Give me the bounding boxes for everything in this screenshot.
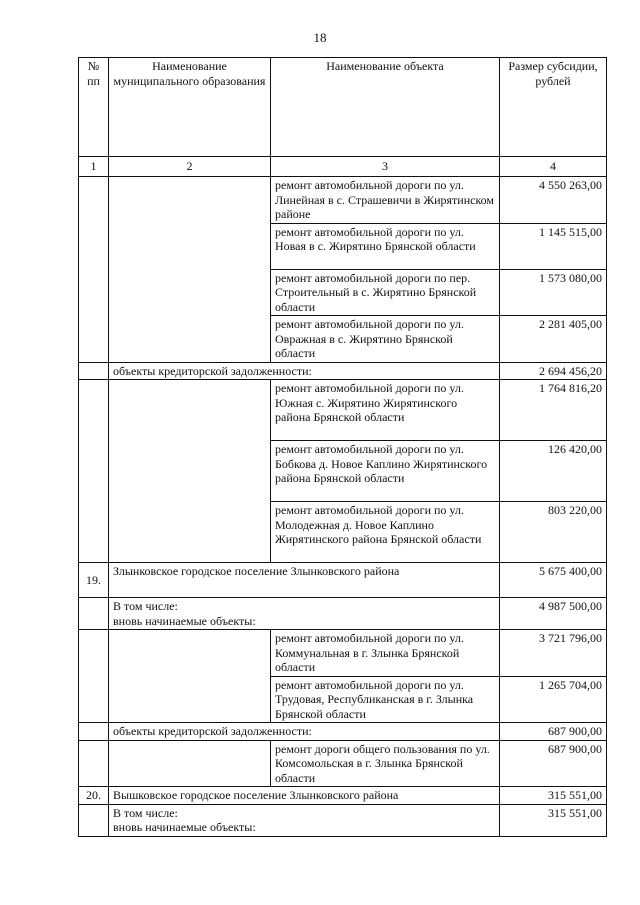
category-label [109,598,500,630]
category-label [109,804,500,836]
subsidy-amount: 687 900,00 [500,740,607,787]
subsidy-amount: 126 420,00 [500,441,607,502]
header-num: № пп [79,58,109,157]
subsidy-amount: 3 721 796,00 [500,630,607,677]
table-row [79,723,607,741]
table-row [79,380,607,441]
table-row [79,740,607,787]
subsidy-amount: 4 987 500,00 [500,598,607,630]
empty-cell [109,380,271,563]
object-name: ремонт автомобильной дороги по ул. Коммунальная в г. Злынка Брянской области [271,630,500,677]
subsidy-amount: 2 694 456,20 [500,362,607,380]
empty-cell [109,740,271,787]
object-name: ремонт автомобильной дороги по ул. Трудовая, Республиканская в г. Злынка Брянской области [271,676,500,723]
empty-cell [79,598,109,630]
empty-cell [79,630,109,723]
including-label: В том числе: [113,805,178,820]
subsidy-amount: 687 900,00 [500,723,607,741]
subsidy-amount: 1 145 515,00 [500,223,607,269]
category-label: объекты кредиторской задолженности: [109,723,500,741]
category-label: объекты кредиторской задолженности: [109,362,500,380]
subsidy-amount: 1 764 816,20 [500,380,607,441]
object-name: ремонт автомобильной дороги по ул. Овражная в с. Жирятино Брянской области [271,316,500,363]
municipality-name: Вышковское городское поселение Злынковского района [109,787,500,805]
empty-cell [79,362,109,380]
subsidy-amount: 1 265 704,00 [500,676,607,723]
subsidy-amount: 315 551,00 [500,804,607,836]
object-name: ремонт автомобильной дороги по ул. Линейная в с. Страшевичи в Жирятинском районе [271,177,500,224]
page-number: 18 [313,30,327,45]
empty-cell [79,380,109,563]
empty-cell [79,740,109,787]
new-objects-label: вновь начинаемые объекты: [113,613,256,628]
table-row [79,630,607,677]
table-row [79,598,607,630]
empty-cell [79,723,109,741]
subsidy-amount: 5 675 400,00 [500,563,607,598]
object-name: ремонт автомобильной дороги по ул. Молодежная д. Новое Каплино Жирятинского района Брянской области [271,502,500,563]
object-name: ремонт автомобильной дороги по ул. Бобкова д. Новое Каплино Жирятинского района Брянской области [271,441,500,502]
row-number: 19. [79,563,109,598]
header-amount: Размер субсидии, рублей [500,58,607,157]
subsidy-amount: 315 551,00 [500,787,607,805]
subsidy-amount: 803 220,00 [500,502,607,563]
object-name: ремонт автомобильной дороги по пер. Строительный в с. Жирятино Брянской области [271,269,500,316]
object-name: ремонт автомобильной дороги по ул. Южная с. Жирятино Жирятинского района Брянской области [271,380,500,441]
object-name: ремонт дороги общего пользования по ул. Комсомольская в г. Злынка Брянской области [271,740,500,787]
column-number: 2 [109,157,271,177]
subsidy-table [78,57,607,837]
table-row [79,362,607,380]
column-number: 3 [271,157,500,177]
subsidy-amount: 1 573 080,00 [500,269,607,316]
table-row [79,787,607,805]
subsidy-amount: 2 281 405,00 [500,316,607,363]
header-municipality: Наименование муниципального образования [109,58,271,157]
header-row [79,58,607,157]
column-number: 1 [79,157,109,177]
table-row [79,804,607,836]
column-numbers-row [79,157,607,177]
new-objects-label: вновь начинаемые объекты: [113,820,256,834]
municipality-name: Злынковское городское поселение Злынковского района [109,563,500,598]
including-label: В том числе: [113,599,178,613]
empty-cell [79,177,109,363]
table-row [79,563,607,598]
empty-cell [109,630,271,723]
header-object: Наименование объекта [271,58,500,157]
column-number: 4 [500,157,607,177]
row-number: 20. [79,787,109,805]
empty-cell [79,804,109,836]
table-row [79,177,607,224]
subsidy-amount: 4 550 263,00 [500,177,607,224]
empty-cell [109,177,271,363]
object-name: ремонт автомобильной дороги по ул. Новая в с. Жирятино Брянской области [271,223,500,269]
